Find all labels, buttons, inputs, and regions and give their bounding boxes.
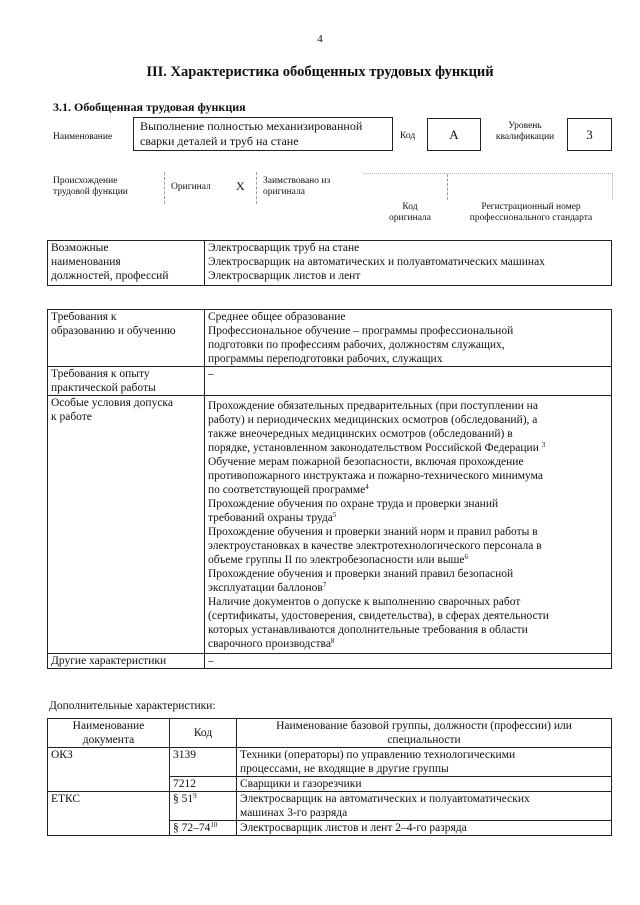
additional-table <box>47 718 612 836</box>
special-line <box>208 525 608 539</box>
original-label: Оригинал <box>171 182 211 192</box>
footnote-ref: 3 <box>541 441 546 449</box>
borrowed-label <box>263 176 330 198</box>
special-line <box>208 511 608 525</box>
row-name-line: Техники (операторы) по управлению технологическими <box>240 749 516 761</box>
education-line: Среднее общее образование <box>208 311 346 323</box>
level-label <box>490 121 560 143</box>
special-label <box>48 396 205 654</box>
footnote-ref: 7 <box>322 581 327 589</box>
special-line <box>208 413 608 427</box>
code-caption-line: оригинала <box>389 213 431 223</box>
special-line-text: порядке, установленном законодательством Российской Федерации <box>208 442 542 454</box>
special-line <box>208 497 608 511</box>
row-code-text: § 51 <box>173 793 194 805</box>
table-row <box>48 792 612 821</box>
positions-label-line: Возможные <box>51 242 109 254</box>
origin-label-line: Происхождение <box>53 176 118 186</box>
footnote-ref: 5 <box>332 511 337 519</box>
row-doc: ЕТКС <box>48 792 170 821</box>
special-line <box>208 609 608 623</box>
table-row <box>48 777 612 792</box>
experience-value: – <box>205 367 612 396</box>
footnote-ref: 4 <box>365 483 369 491</box>
special-line <box>208 553 608 567</box>
special-row <box>48 396 612 654</box>
special-line-text: Прохождение обучения и проверки знаний норм и правил работы в <box>208 526 538 538</box>
origin-label-line: трудовой функции <box>53 187 128 197</box>
special-line <box>208 455 608 469</box>
other-row <box>48 654 612 669</box>
header-name <box>237 719 612 748</box>
education-row <box>48 310 612 367</box>
special-line <box>208 581 608 595</box>
origin-divider <box>164 172 165 204</box>
row-name-line: Электросварщик листов и лент 2–4-го разряда <box>240 822 467 834</box>
special-line <box>208 399 608 413</box>
special-line <box>208 469 608 483</box>
positions-label-line: наименования <box>51 256 121 268</box>
function-name-line: сварки деталей и труб на стане <box>140 134 299 148</box>
footnote-ref: 6 <box>464 553 469 561</box>
education-label <box>48 310 205 367</box>
level-label-line: квалификации <box>495 132 555 142</box>
experience-label <box>48 367 205 396</box>
header-doc <box>48 719 170 748</box>
position-item: Электросварщик на автоматических и полуавтоматических машинах <box>208 256 545 268</box>
special-values <box>205 396 612 654</box>
table-row <box>48 821 612 836</box>
row-name-line: машинах 3-го разряда <box>240 807 348 819</box>
row-name <box>237 792 612 821</box>
special-line <box>208 595 608 609</box>
reg-caption <box>456 202 606 224</box>
education-line: программы переподготовки рабочих, служащих <box>208 353 443 365</box>
row-doc <box>48 777 170 792</box>
special-line-text: по соответствующей программе <box>208 484 366 496</box>
special-line-text: (сертификаты, удостоверения, свидетельства), в сферах деятельности <box>208 610 549 622</box>
reg-caption-line: профессионального стандарта <box>469 213 593 223</box>
code-value-box: A <box>427 118 481 151</box>
row-code <box>170 777 237 792</box>
special-line-text: работу) и периодических медицинских осмотров (обследований), а <box>208 414 538 426</box>
special-line-text: объеме группы II по электробезопасности или выше <box>208 554 465 566</box>
borrowed-label-line: оригинала <box>263 187 305 197</box>
positions-label-line: должностей, профессий <box>51 270 169 282</box>
requirements-table <box>47 309 612 669</box>
header-doc-line: Наименование <box>72 720 145 732</box>
special-label-line: Особые условия допуска <box>51 397 173 409</box>
row-name-line: Сварщики и газорезчики <box>240 778 362 790</box>
education-line: Профессиональное обучение – программы профессиональной <box>208 325 514 337</box>
special-line <box>208 567 608 581</box>
special-line <box>208 441 608 455</box>
name-label: Наименование <box>53 132 113 142</box>
special-line-text: сварочного производства <box>208 638 331 650</box>
special-label-line: к работе <box>51 411 92 423</box>
special-line-text: требований охраны труда <box>208 512 333 524</box>
position-item: Электросварщик листов и лент <box>208 270 361 282</box>
row-code-text: 7212 <box>173 778 196 790</box>
row-code <box>170 792 237 821</box>
positions-label <box>48 241 205 286</box>
special-line-text: Обучение мерам пожарной безопасности, включая прохождение <box>208 456 524 468</box>
positions-row <box>48 241 612 286</box>
other-label: Другие характеристики <box>48 654 205 669</box>
special-line <box>208 539 608 553</box>
code-label: Код <box>400 131 416 141</box>
special-line <box>208 623 608 637</box>
education-label-line: образованию и обучению <box>51 325 176 337</box>
origin-divider <box>447 174 448 200</box>
section-title: III. Характеристика обобщенных трудовых функций <box>146 64 494 80</box>
additional-header-row <box>48 719 612 748</box>
row-name <box>237 748 612 777</box>
code-caption <box>380 202 440 224</box>
footnote-ref: 9 <box>193 792 197 800</box>
special-line-text: противопожарного инструктажа и пожарно-технического минимума <box>208 470 543 482</box>
special-line-text: Прохождение обязательных предварительных (при поступлении на <box>208 400 538 412</box>
header-doc-line: документа <box>82 734 135 746</box>
special-line-text: также внеочередных медицинских осмотров (обследований) в <box>208 428 513 440</box>
special-line-text: Прохождение обучения по охране труда и проверки знаний <box>208 498 499 510</box>
footnote-ref: 10 <box>210 821 218 829</box>
special-line <box>208 483 608 497</box>
experience-label-line: практической работы <box>51 382 156 394</box>
row-code <box>170 748 237 777</box>
origin-fields <box>364 173 613 200</box>
experience-label-line: Требования к опыту <box>51 368 150 380</box>
education-line: подготовки по профессиям рабочих, должностям служащих, <box>208 339 505 351</box>
function-name-box <box>133 117 393 151</box>
subsection-title: 3.1. Обобщенная трудовая функция <box>53 100 246 114</box>
function-name-line: Выполнение полностью механизированной <box>140 119 363 133</box>
special-line-text: которых устанавливаются дополнительные требования в области <box>208 624 528 636</box>
row-name <box>237 821 612 836</box>
original-mark: X <box>236 179 245 193</box>
row-doc <box>48 821 170 836</box>
special-line <box>208 637 608 651</box>
special-line-text: электроустановках в качестве электротехнологического персонала в <box>208 540 542 552</box>
education-label-line: Требования к <box>51 311 117 323</box>
header-name-line: специальности <box>387 734 461 746</box>
special-line-text: Прохождение обучения и проверки знаний правил безопасной <box>208 568 514 580</box>
positions-table <box>47 240 612 286</box>
row-name-line: процессами, не входящие в другие группы <box>240 763 449 775</box>
header-code: Код <box>170 719 237 748</box>
row-doc: ОКЗ <box>48 748 170 777</box>
row-code <box>170 821 237 836</box>
origin-label <box>53 176 128 198</box>
reg-caption-line: Регистрационный номер <box>481 202 581 212</box>
row-code-text: § 72–74 <box>173 822 211 834</box>
additional-caption: Дополнительные характеристики: <box>49 700 216 712</box>
positions-values <box>205 241 612 286</box>
position-item: Электросварщик труб на стане <box>208 242 360 254</box>
code-caption-line: Код <box>402 202 418 212</box>
level-value-box: 3 <box>567 118 612 151</box>
page-number: 4 <box>317 33 323 45</box>
origin-divider <box>256 172 257 204</box>
header-name-line: Наименование базовой группы, должности (профессии) или <box>276 720 572 732</box>
borrowed-label-line: Заимствовано из <box>263 176 331 186</box>
other-value: – <box>205 654 612 669</box>
row-code-text: 3139 <box>173 749 196 761</box>
special-line-text: эксплуатации баллонов <box>208 582 323 594</box>
level-label-line: Уровень <box>508 121 542 131</box>
table-row <box>48 748 612 777</box>
footnote-ref: 8 <box>330 637 335 645</box>
education-values <box>205 310 612 367</box>
special-line <box>208 427 608 441</box>
experience-row <box>48 367 612 396</box>
special-line-text: Наличие документов о допуске к выполнению сварочных работ <box>208 596 521 608</box>
row-name-line: Электросварщик на автоматических и полуавтоматических <box>240 793 530 805</box>
row-name <box>237 777 612 792</box>
